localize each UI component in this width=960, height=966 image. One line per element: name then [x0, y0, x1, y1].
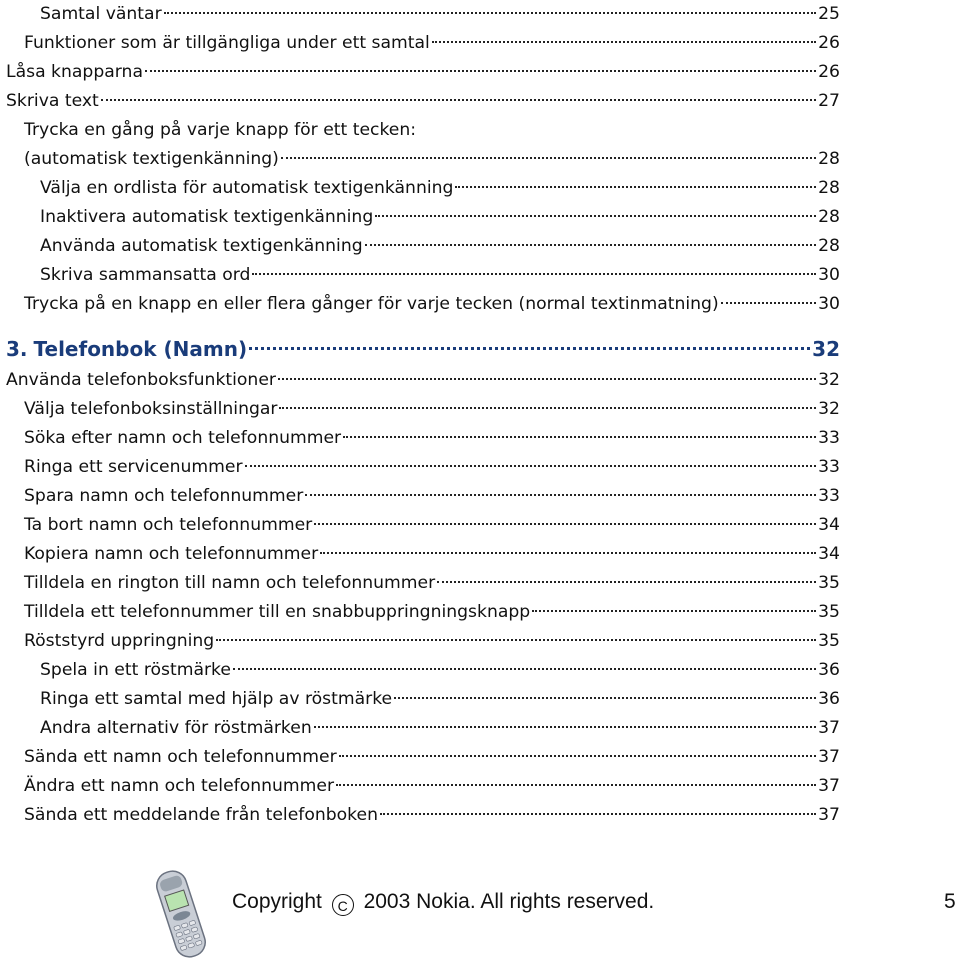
dot-leader	[249, 347, 810, 350]
toc-entry[interactable]	[6, 482, 840, 511]
toc-entry[interactable]	[6, 290, 840, 319]
dot-leader	[101, 99, 816, 101]
toc-entry-page: 33	[818, 457, 840, 477]
dot-leader	[721, 302, 816, 304]
dot-leader	[305, 494, 816, 496]
toc-entry-page: 33	[818, 486, 840, 506]
dot-leader	[245, 465, 817, 467]
toc-entry-title: (automatisk textigenkänning)	[24, 149, 279, 169]
toc-entry-page: 30	[818, 294, 840, 314]
toc-entry-page: 37	[818, 776, 840, 796]
chapter-title: Telefonbok (Namn)	[33, 337, 248, 361]
toc-entry-title: Tilldela ett telefonnummer till en snabbuppringningsknapp	[24, 602, 531, 622]
toc-entry-page: 30	[818, 265, 840, 285]
toc-entry-title: Samtal väntar	[40, 4, 162, 24]
toc-entry-title: Skriva text	[6, 91, 99, 111]
toc-entry[interactable]	[6, 203, 840, 232]
toc-entry-page: 26	[818, 62, 840, 82]
toc-entry[interactable]	[6, 232, 840, 261]
dot-leader	[164, 12, 816, 14]
toc-entry[interactable]	[6, 58, 840, 87]
toc-entry-page: 28	[818, 207, 840, 227]
copyright-notice	[232, 890, 654, 916]
dot-leader	[252, 273, 816, 275]
toc-entry-page: 37	[818, 747, 840, 767]
toc-entry-title: Ringa ett servicenummer	[24, 457, 243, 477]
dot-leader	[437, 581, 816, 583]
chapter-heading[interactable]	[6, 332, 840, 366]
toc-entry-title: Ringa ett samtal med hjälp av röstmärke	[40, 689, 393, 709]
toc-entry-title: Kopiera namn och telefonnummer	[24, 544, 319, 564]
toc-entry-title: Funktioner som är tillgängliga under ett samtal	[24, 33, 430, 53]
toc-entry[interactable]	[6, 627, 840, 656]
toc-entry[interactable]	[6, 685, 840, 714]
toc-entry[interactable]	[6, 656, 840, 685]
dot-leader	[343, 436, 816, 438]
toc-entry-title: Andra alternativ för röstmärken	[40, 718, 312, 738]
toc-entry-title: Välja en ordlista för automatisk textigenkänning	[40, 178, 454, 198]
toc-entry[interactable]	[6, 261, 840, 290]
toc-entry[interactable]	[6, 569, 840, 598]
toc-entry[interactable]	[6, 424, 840, 453]
dot-leader	[145, 70, 816, 72]
toc-entry-title: Ta bort namn och telefonnummer	[24, 515, 313, 535]
toc-entry-title: Använda telefonboksfunktioner	[6, 370, 276, 390]
chapter-page: 32	[812, 337, 840, 361]
toc-entry-page: 35	[818, 602, 840, 622]
dot-leader	[365, 244, 817, 246]
toc-entry-page: 36	[818, 660, 840, 680]
copyright-label: Copyright	[232, 890, 322, 913]
toc-entry[interactable]	[6, 366, 840, 395]
toc-entry[interactable]	[6, 395, 840, 424]
toc-entry[interactable]	[6, 453, 840, 482]
toc-entry[interactable]	[6, 174, 840, 203]
dot-leader	[320, 552, 816, 554]
toc-entry-title: Spela in ett röstmärke	[40, 660, 231, 680]
dot-leader	[432, 41, 816, 43]
toc-entry-page: 37	[818, 718, 840, 738]
toc-entry-page: 32	[818, 399, 840, 419]
toc-entry-page: 34	[818, 544, 840, 564]
toc-entry-page: 28	[818, 149, 840, 169]
toc-entry[interactable]	[6, 714, 840, 743]
toc-entry-page: 27	[818, 91, 840, 111]
toc-entry[interactable]	[6, 116, 840, 145]
toc-entry-page: 26	[818, 33, 840, 53]
dot-leader	[532, 610, 816, 612]
toc-entry-page: 34	[818, 515, 840, 535]
toc-entry-title: Låsa knapparna	[6, 62, 143, 82]
toc-entry[interactable]	[6, 29, 840, 58]
table-of-contents	[6, 0, 840, 830]
toc-entry-page: 33	[818, 428, 840, 448]
toc-entry-page: 28	[818, 236, 840, 256]
dot-leader	[279, 407, 816, 409]
dot-leader	[455, 186, 816, 188]
toc-entry-title: Skriva sammansatta ord	[40, 265, 251, 285]
dot-leader	[394, 697, 816, 699]
toc-entry[interactable]	[6, 145, 840, 174]
toc-entry[interactable]	[6, 511, 840, 540]
dot-leader	[233, 668, 816, 670]
toc-entry-title: Trycka en gång på varje knapp för ett tecken:	[24, 120, 417, 140]
page-footer	[0, 860, 960, 966]
toc-entry-page: 37	[818, 805, 840, 825]
dot-leader	[380, 813, 816, 815]
mobile-phone-icon	[146, 866, 216, 962]
toc-entry-page: 35	[818, 573, 840, 593]
toc-entry[interactable]	[6, 801, 840, 830]
toc-entry-page: 32	[818, 370, 840, 390]
toc-entry-title: Välja telefonboksinställningar	[24, 399, 278, 419]
toc-entry[interactable]	[6, 540, 840, 569]
toc-entry[interactable]	[6, 0, 840, 29]
copyright-symbol: C	[332, 894, 354, 916]
dot-leader	[278, 378, 816, 380]
dot-leader	[216, 639, 816, 641]
toc-entry-title: Röststyrd uppringning	[24, 631, 215, 651]
dot-leader	[339, 755, 816, 757]
toc-entry-page: 28	[818, 178, 840, 198]
toc-entry-title: Sända ett namn och telefonnummer	[24, 747, 337, 767]
toc-entry-title: Söka efter namn och telefonnummer	[24, 428, 342, 448]
toc-entry[interactable]	[6, 87, 840, 116]
toc-entry-page: 25	[818, 4, 840, 24]
dot-leader	[336, 784, 816, 786]
toc-entry-title: Trycka på en knapp en eller flera gånger för varje tecken (normal textinmatning)	[24, 294, 719, 314]
toc-entry-title: Sända ett meddelande från telefonboken	[24, 805, 378, 825]
toc-entry-title: Spara namn och telefonnummer	[24, 486, 304, 506]
toc-entry-title: Ändra ett namn och telefonnummer	[24, 776, 335, 796]
dot-leader	[375, 215, 816, 217]
copyright-text: 2003 Nokia. All rights reserved.	[363, 890, 655, 913]
chapter-number: 3.	[6, 337, 28, 361]
toc-entry-title: Tilldela en rington till namn och telefonnummer	[24, 573, 436, 593]
toc-entry-page: 36	[818, 689, 840, 709]
page-number: 5	[944, 890, 956, 913]
toc-entry-title: Inaktivera automatisk textigenkänning	[40, 207, 374, 227]
toc-entries-before	[6, 0, 840, 319]
dot-leader	[281, 157, 816, 159]
toc-entry[interactable]	[6, 743, 840, 772]
toc-entry-title: Använda automatisk textigenkänning	[40, 236, 363, 256]
toc-entry[interactable]	[6, 598, 840, 627]
toc-entry[interactable]	[6, 772, 840, 801]
toc-entries-after	[6, 366, 840, 830]
dot-leader	[314, 523, 816, 525]
dot-leader	[314, 726, 816, 728]
toc-entry-page: 35	[818, 631, 840, 651]
